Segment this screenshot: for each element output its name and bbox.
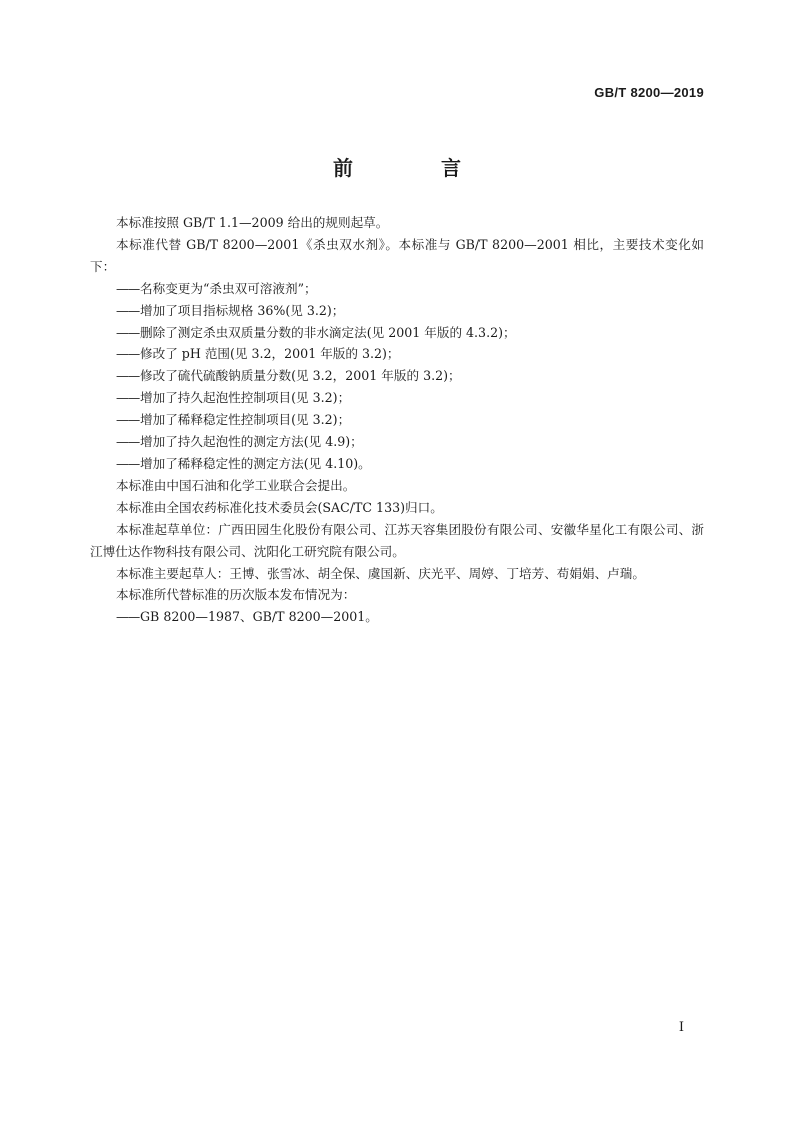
list-item: ——增加了持久起泡性的测定方法(见 4.9)； bbox=[90, 431, 704, 453]
list-dash: —— bbox=[116, 346, 140, 362]
paragraph-committee: 本标准由全国农药标准化技术委员会(SAC/TC 133)归口。 bbox=[116, 499, 443, 515]
page-number: I bbox=[678, 1020, 684, 1035]
foreword-body bbox=[90, 212, 704, 628]
list-dash: —— bbox=[116, 412, 140, 428]
paragraph-drafting-units: 本标准起草单位：广西田园生化股份有限公司、江苏天容集团股份有限公司、安徽华星化工有限公司、浙江博仕达作物科技有限公司、沈阳化工研究院有限公司。 bbox=[90, 521, 704, 559]
list-item: ——增加了项目指标规格 36%(见 3.2)； bbox=[90, 300, 704, 322]
list-item: ——增加了持久起泡性控制项目(见 3.2)； bbox=[90, 387, 704, 409]
list-item: ——修改了硫代硫酸钠质量分数(见 3.2，2001 年版的 3.2)； bbox=[90, 365, 704, 387]
list-dash: —— bbox=[116, 390, 140, 406]
paragraph-drafting-rules: 本标准按照 GB/T 1.1—2009 给出的规则起草。 bbox=[116, 215, 389, 230]
list-dash: —— bbox=[116, 434, 140, 450]
list-item: ——修改了 pH 范围(见 3.2，2001 年版的 3.2)； bbox=[90, 343, 704, 365]
list-dash: —— bbox=[116, 455, 140, 471]
list-dash: —— bbox=[116, 368, 140, 384]
list-item: ——删除了测定杀虫双质量分数的非水滴定法(见 2001 年版的 4.3.2)； bbox=[90, 322, 704, 344]
list-item-history: ——GB 8200—1987、GB/T 8200—2001。 bbox=[90, 606, 704, 628]
page-title: 前 言 bbox=[333, 156, 495, 180]
paragraph-drafters: 本标准主要起草人：王博、张雪冰、胡全保、虞国新、庆光平、周婷、丁培芳、苟娟娟、卢瑞。 bbox=[116, 565, 645, 581]
list-dash: —— bbox=[116, 609, 140, 625]
paragraph-replaces: 本标准代替 GB/T 8200—2001《杀虫双水剂》。本标准与 GB/T 8200—2001 相比，主要技术变化如下： bbox=[90, 236, 704, 274]
list-dash: —— bbox=[116, 302, 140, 318]
list-dash: —— bbox=[116, 324, 140, 340]
paragraph-proposer: 本标准由中国石油和化学工业联合会提出。 bbox=[116, 477, 356, 493]
standard-code: GB/T 8200—2019 bbox=[594, 85, 704, 100]
list-item: ——增加了稀释稳定性控制项目(见 3.2)； bbox=[90, 409, 704, 431]
list-item: ——名称变更为“杀虫双可溶液剂”； bbox=[90, 278, 704, 300]
list-item: ——增加了稀释稳定性的测定方法(见 4.10)。 bbox=[90, 453, 704, 475]
list-dash: —— bbox=[116, 280, 140, 296]
paragraph-history-intro: 本标准所代替标准的历次版本发布情况为： bbox=[116, 587, 356, 603]
